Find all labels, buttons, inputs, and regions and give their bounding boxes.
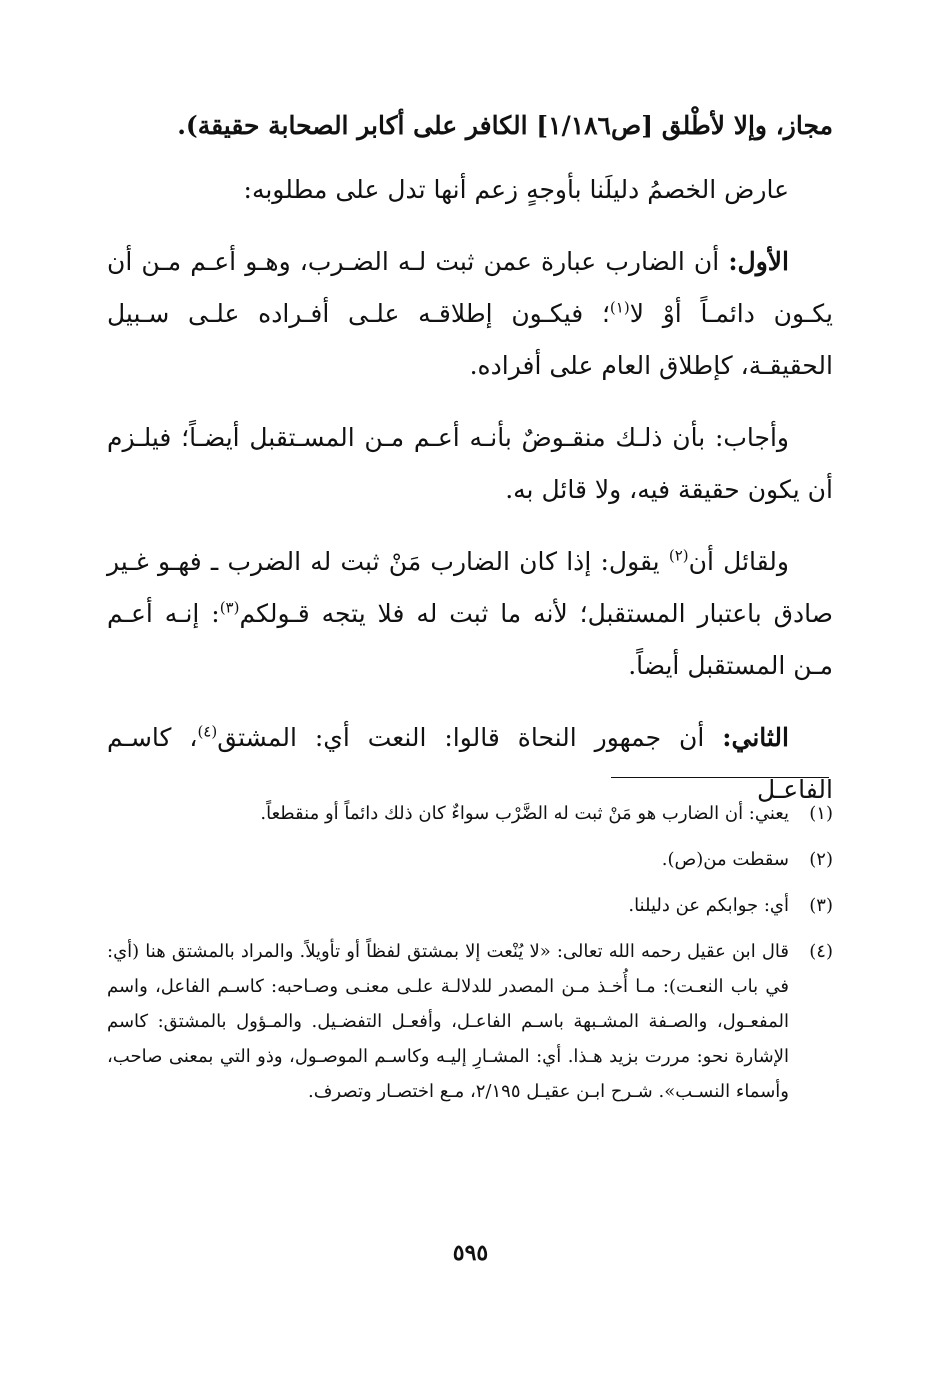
main-text xyxy=(107,100,833,816)
second-argument-text-a: أن جمهور النحاة قالوا: النعت أي: المشتق xyxy=(217,723,723,752)
footnote-2-number: (٢) xyxy=(809,849,833,870)
paragraph-continuation: مجاز، وإلا لأطْلق [ص١/١٨٦] الكافر على أكابر الصحابة حقيقة). xyxy=(177,111,833,140)
footnote-4-number: (٤) xyxy=(809,941,833,962)
first-argument-lead: الأول: xyxy=(728,247,789,276)
footnote-2-text: سقطت من(ص). xyxy=(661,849,789,870)
footnote-3-number: (٣) xyxy=(809,895,833,916)
footnote-ref-3[interactable]: (٣) xyxy=(219,598,240,617)
footnote-3-text: أي: جوابكم عن دليلنا. xyxy=(628,895,789,916)
paragraph-rebuttal xyxy=(107,536,833,692)
first-argument-text-b: ؛ فيكـون إطلاقـه علـى أفـراده علـى سـبيل الحقيقـة، كإطلاق العام على أفراده. xyxy=(107,299,833,380)
footnote-ref-1[interactable]: (١) xyxy=(609,298,630,317)
footnote-4-text: قال ابن عقيل رحمه الله تعالى: «لا يُنْعت إلا بمشتق لفظاً أو تأويلاً. والمراد بالمشتق هنا (أي: في باب النعـت): مـا أُخـذ مـن المصدر للدلالـة علـى معنـى وصـاحبه: كاسـم الفاعل، واسم المفعـول، والصـفة المشـبهة باسـم الفاعـل، وأفعـل التفضـيل. والمـؤول بالمشتق: كاسم الإشارة نحو: مررت بزيد هـذا. أي: المشـارِ إليـه وكاسـم الموصـول، وذو التي بمعنى صاحب، وأسماء النسـب». شـرح ابـن عقيـل ٢/١٩٥، مـع اختصـار وتصرف. xyxy=(107,941,789,1102)
footnote-1-text: يعني: أن الضارب هو مَنْ ثبت له الضَّرْب سواءٌ كان ذلك دائماً أو منقطعاً. xyxy=(260,803,789,824)
first-argument-text-a: أن الضارب عبارة عمن ثبت لـه الضـرب، وهـو أعـم مـن أن يكـون دائمـاً أوْ لا xyxy=(107,247,833,328)
footnote-1-number: (١) xyxy=(809,803,833,824)
second-argument-text-b: ، كاسـم الفاعـل xyxy=(107,723,833,804)
paragraph-objection-intro: عارض الخصمُ دليلَنا بأوجهٍ زعم أنها تدل على مطلوبه: xyxy=(243,175,789,204)
footnote-4 xyxy=(107,934,833,1109)
rebuttal-text-c: : إنـه أعـم مـن المستقبل أيضاً. xyxy=(107,599,833,680)
page-number: ٥٩٥ xyxy=(452,1240,489,1266)
footnote-ref-4[interactable]: (٤) xyxy=(197,722,218,741)
rebuttal-text-b: يقول: إذا كان الضارب مَنْ ثبت له الضرب ـ فهـو غـير صادق باعتبار المستقبل؛ لأنه ما ثبت له فلا يتجه قـولكم xyxy=(107,547,833,628)
footnote-1 xyxy=(107,796,833,831)
paragraph-answer: وأجاب: بأن ذلـك منقـوضٌ بأنـه أعـم مـن المسـتقبل أيضـاً؛ فيلـزم أن يكون حقيقة فيه، ولا قائل به. xyxy=(107,423,833,504)
paragraph-first-argument xyxy=(107,236,833,392)
rebuttal-text-a: ولقائل أن xyxy=(688,547,789,576)
footnote-ref-2[interactable]: (٢) xyxy=(668,546,689,565)
footnote-divider xyxy=(611,777,829,778)
footnotes-section xyxy=(107,796,833,1120)
footnote-2 xyxy=(107,842,833,877)
footnote-3 xyxy=(107,888,833,923)
second-argument-lead: الثاني: xyxy=(722,723,789,752)
